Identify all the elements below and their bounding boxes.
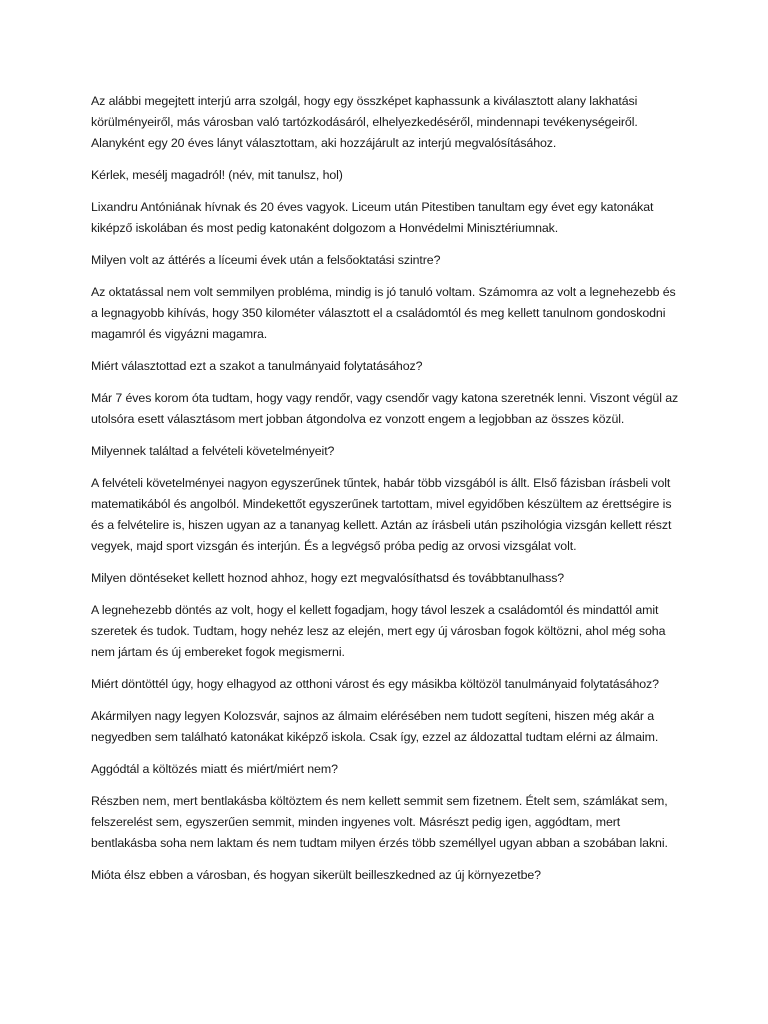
question-3: Miért választottad ezt a szakot a tanulmányaid folytatásához?: [91, 359, 423, 373]
answer-7: Részben nem, mert bentlakásba költöztem és nem kellett semmit sem fizetnem. Ételt sem, számlákat sem, felszerelést sem, egyszerűen semmit, minden ingyenes volt. Másrészt pedig igen, aggódtam, mert bentlakásba soha nem laktam és nem tudtam milyen érzés több személlyel ugyan abban a szobában lakni.: [91, 794, 668, 850]
answer-3: Már 7 éves korom óta tudtam, hogy vagy rendőr, vagy csendőr vagy katona szeretnék lenni. Viszont végül az utolsóra esett választásom mert jobban átgondolva ez vonzott engem a legjobban az összes közül.: [91, 391, 679, 426]
question-4: Milyennek találtad a felvételi követelményeit?: [91, 444, 335, 458]
answer-4: A felvételi követelményei nagyon egyszerűnek tűntek, habár több vizsgából is állt. Első fázisban írásbeli volt matematikából és angolból. Mindekettőt egyszerűnek tartottam, mivel egyidőben készültem az érettségire is és a felvételire is, hiszen ugyan az a tananyag kellett. Aztán az írásbeli után pszihológia vizsgán kellett részt vegyek, majd sport vizsgán és interjún. És a legvégső próba pedig az orvosi vizsgálat volt.: [91, 476, 672, 553]
question-7: Aggódtál a költözés miatt és miért/miért nem?: [91, 762, 338, 776]
answer-2: Az oktatással nem volt semmilyen probléma, mindig is jó tanuló voltam. Számomra az volt a legnehezebb és a legnagyobb kihívás, hogy 350 kilométer választott el a családomtól és meg kellett tanulnom gondoskodni magamról és vigyázni magamra.: [91, 285, 676, 341]
question-2: Milyen volt az áttérés a líceumi évek után a felsőoktatási szintre?: [91, 253, 441, 267]
question-1: Kérlek, mesélj magadról! (név, mit tanulsz, hol): [91, 168, 343, 182]
document-page: [91, 91, 681, 897]
intro-paragraph: Az alábbi megejtett interjú arra szolgál, hogy egy összképet kaphassunk a kiválasztott alany lakhatási körülményeiről, más városban való tartózkodásáról, elhelyezkedéséről, mindennapi tevékenységeiről. Alanyként egy 20 éves lányt választottam, aki hozzájárult az interjú megvalósításához.: [91, 94, 638, 150]
answer-5: A legnehezebb döntés az volt, hogy el kellett fogadjam, hogy távol leszek a családomtól és mindattól amit szeretek és tudok. Tudtam, hogy nehéz lesz az elején, mert egy új városban fogok költözni, ahol még soha nem jártam és új embereket fogok megismerni.: [91, 603, 666, 659]
question-6: Miért döntöttél úgy, hogy elhagyod az otthoni várost és egy másikba költözöl tanulmányaid folytatásához?: [91, 677, 659, 691]
answer-6: Akármilyen nagy legyen Kolozsvár, sajnos az álmaim elérésében nem tudott segíteni, hiszen még akár a negyedben sem található katonákat kiképző iskola. Csak így, ezzel az áldozattal tudtam elérni az álmaim.: [91, 709, 659, 744]
answer-1: Lixandru Antóniának hívnak és 20 éves vagyok. Liceum után Pitestiben tanultam egy évet egy katonákat kiképző iskolában és most pedig katonaként dolgozom a Honvédelmi Minisztériumnak.: [91, 200, 654, 235]
question-5: Milyen döntéseket kellett hoznod ahhoz, hogy ezt megvalósíthatsd és továbbtanulhass?: [91, 571, 565, 585]
question-8: Mióta élsz ebben a városban, és hogyan sikerült beilleszkedned az új környezetbe?: [91, 868, 541, 882]
